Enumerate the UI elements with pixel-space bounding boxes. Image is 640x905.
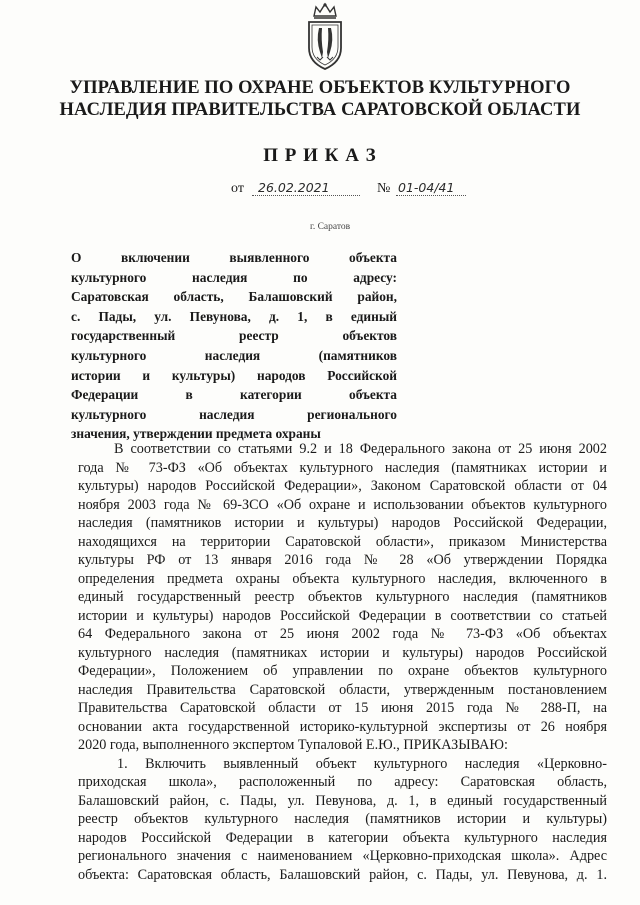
body-line: народов Российской Федерации в категории объекта культурного наследия	[78, 829, 607, 846]
body-line: регионального значения с наименованием «Церковно-приходская школа». Адрес	[78, 848, 607, 864]
organization-name-line-2: НАСЛЕДИЯ ПРАВИТЕЛЬСТВА САРАТОВСКОЙ ОБЛАСТИ	[59, 100, 581, 120]
date-label: от	[231, 181, 244, 196]
body-line: истории и культуры) народов Российской Федерации в соответствии со статьей	[78, 607, 607, 624]
subject-line: с. Пады, ул. Певунова, д. 1, в единый	[71, 308, 397, 324]
subject-line: истории и культуры) народов Российской	[71, 367, 397, 383]
body-line: приходская школа», расположенный по адресу: Саратовская область,	[78, 774, 607, 790]
coat-of-arms-icon	[302, 2, 348, 72]
body-line: объекта: Саратовская область, Балашовский район, с. Пады, ул. Певунова, д. 1.	[78, 866, 607, 883]
body-line: культуры) народов Российской Федерации», Законом Саратовской области от 04	[78, 478, 607, 494]
subject-line: О включении выявленного объекта	[71, 250, 397, 265]
body-line: 2020 года, выполненного экспертом Тупаловой Е.Ю., ПРИКАЗЫВАЮ:	[78, 737, 508, 753]
subject-line: государственный реестр объектов	[71, 328, 397, 344]
body-line: основании акта государственной историко-культурной экспертизы от 26 ноября	[78, 718, 607, 735]
organization-name-line-1: УПРАВЛЕНИЕ ПО ОХРАНЕ ОБЪЕКТОВ КУЛЬТУРНОГО	[69, 78, 571, 98]
subject-line: культурного наследия (памятников	[71, 347, 397, 363]
body-line: культурного наследия (памятниках истории и культуры) народов Российской	[78, 644, 607, 661]
body-line: 1. Включить выявленный объект культурного наследия «Церковно-	[117, 755, 607, 772]
subject-line: культурного наследия регионального	[71, 406, 397, 422]
date-value: 26.02.2021	[258, 180, 330, 195]
body-line: ноября 2003 года № 69-ЗСО «Об охране и использовании объектов культурного	[78, 496, 607, 513]
number-label: №	[377, 181, 391, 196]
body-line: наследия (памятников истории и культуры) народов Российской Федерации,	[78, 515, 607, 531]
body-line: находящихся на территории Саратовской области», приказом Министерства	[78, 533, 607, 550]
body-line: определения предмета охраны объекта культурного наследия, включенного в	[78, 570, 607, 587]
body-line: В соответствии со статьями 9.2 и 18 Федерального закона от 25 июня 2002	[114, 441, 607, 457]
body-text	[78, 440, 607, 884]
subject-block	[71, 248, 397, 444]
body-line: единый государственный реестр объектов культурного наследия (памятников	[78, 589, 607, 605]
document-title: П Р И К А З	[263, 145, 377, 166]
subject-line: Федерации в категории объекта	[71, 387, 397, 403]
body-line: Правительства Саратовской области от 15 июня 2015 года № 288-П, на	[78, 700, 607, 716]
body-line: Балашовский район, с. Пады, ул. Певунова, д. 1, в единый государственный	[78, 792, 607, 809]
body-line: реестр объектов культурного наследия (памятников истории и культуры)	[78, 811, 607, 827]
body-line: 64 Федерального закона от 25 июня 2002 года № 73-ФЗ «Об объектах	[78, 626, 607, 642]
body-line: Федерации», Положением об управлении по охране объектов культурного	[78, 663, 607, 679]
body-line: года № 73-ФЗ «Об объектах культурного наследия (памятниках истории и	[78, 459, 607, 476]
subject-line: культурного наследия по адресу:	[71, 269, 397, 285]
number-value: 01-04/41	[398, 180, 455, 195]
subject-line: Саратовская область, Балашовский район,	[71, 289, 397, 305]
body-line: наследия Правительства Саратовской области, утвержденным постановлением	[78, 681, 607, 698]
city-label: г. Саратов	[310, 222, 351, 232]
body-line: культуры РФ от 13 января 2016 года № 28 «Об утверждении Порядка	[78, 552, 607, 568]
subject-line: значения, утверждении предмета охраны	[71, 426, 321, 442]
